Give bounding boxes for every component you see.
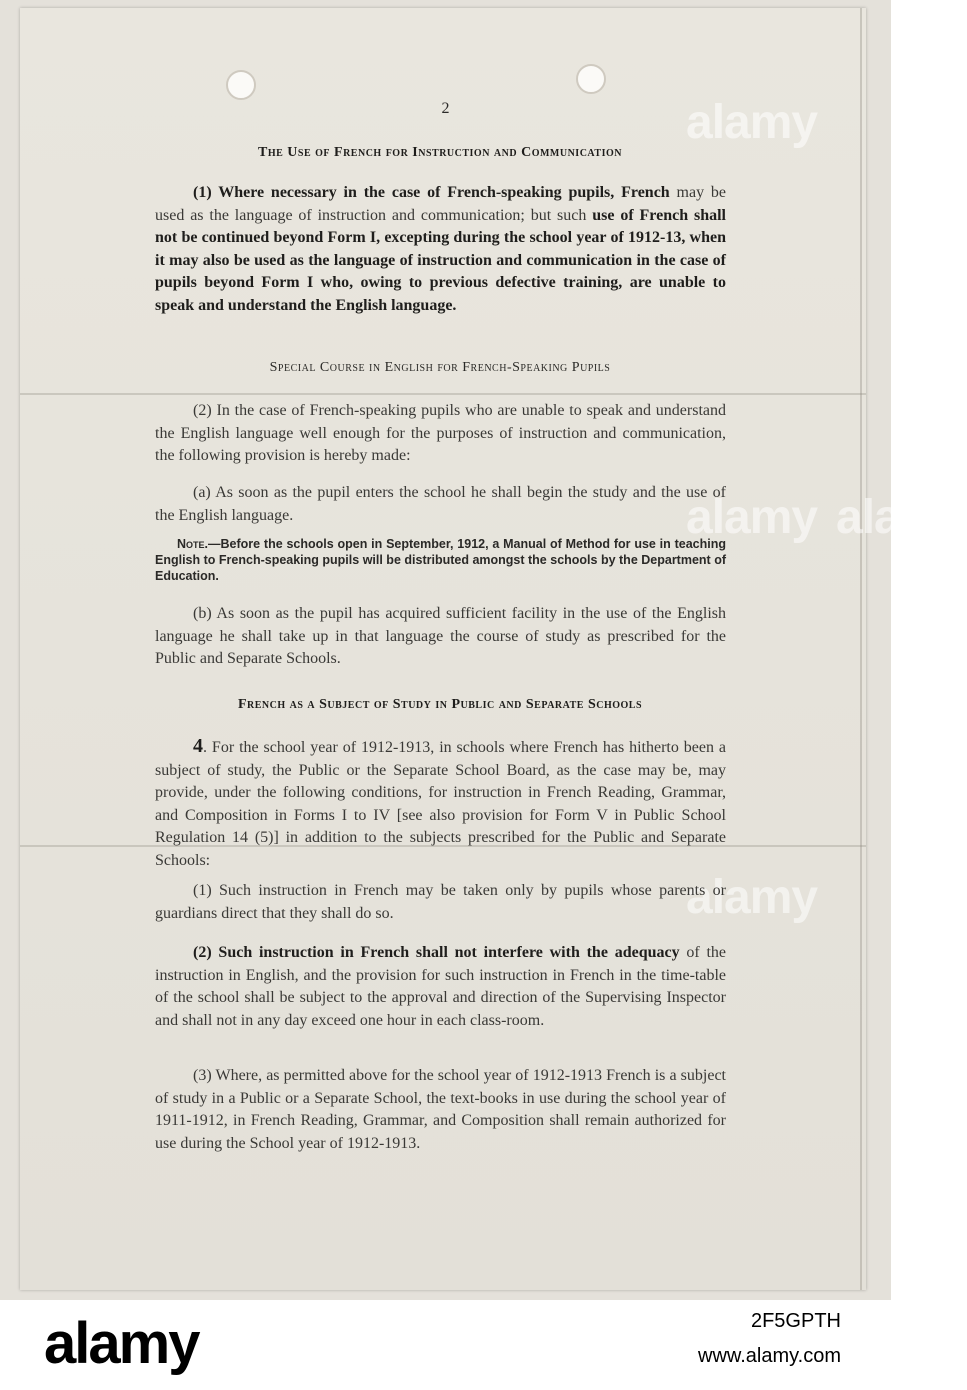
punch-hole (226, 70, 256, 100)
punch-hole (576, 64, 606, 94)
paragraph-b (155, 603, 726, 671)
note-text: —Before the schools open in September, 1912, a Manual of Method for use in teaching English to French-speaking pupils will be distributed amongst the schools by the Department of Education. (155, 537, 726, 583)
image-id: 2F5GPTH (750, 1310, 841, 1332)
alamy-logo: alamy (44, 1311, 199, 1376)
watermark: alamy (686, 491, 818, 544)
watermark: alamy (836, 491, 967, 544)
paragraph-4 (155, 735, 726, 872)
paragraph-1-lead: (1) Where necessary in the case of French-speaking pupils, French (193, 184, 670, 201)
paragraph-1 (155, 182, 726, 317)
paragraph-4-2-bold: (2) Such instruction in French shall not interfere with the adequacy (193, 944, 680, 961)
paragraph-1-bold: use of French shall not be continued beyond Form I, excepting during the (155, 206, 727, 246)
watermark: alamy (686, 871, 818, 924)
paragraph-2-text: (2) In the case of French-speaking pupils who are unable to speak and understand the English language well enough for the purposes of instruction and communication, the following provision is hereby made: (155, 402, 726, 464)
fold-crease (860, 8, 862, 1290)
section-heading: Special Course in English for French-Speaking Pupils (269, 360, 611, 375)
paragraph-a (155, 482, 726, 527)
note-block (155, 536, 726, 584)
paragraph-b-text: (b) As soon as the pupil has acquired sufficient facility in the use of the English language he shall take up in that language the course of study as prescribed for the Public and Separate Schools. (155, 605, 726, 667)
paragraph-4-text: . For the school year of 1912-1913, in schools where French has hitherto been a subject of study, the Public or the Separate School Board, as the case may be, may provide, under the following conditions, for instruction in French Reading, Grammar, and Composition in Forms I to IV [see also provision for Form V in Public School Regulation 14 (5)] in addition to the subjects prescribed for the Public and Separate Schools: (155, 739, 726, 869)
stock-url[interactable]: www.alamy.com (698, 1345, 841, 1367)
note-label: Note. (177, 537, 209, 551)
paragraph-4-1-text: (1) Such instruction in French may be taken only by pupils whose parents or guardians direct that they shall do so. (155, 882, 726, 922)
fold-crease (20, 393, 866, 395)
paragraph-4-3-text: (3) Where, as permitted above for the school year of 1912-1913 French is a subject of study in a Public or a Separate School, the text-books in use during the school year of 1911-1912, in French Reading, Grammar, and Composition shall remain authorized for use during the School year of 1912-1913. (155, 1067, 726, 1152)
paragraph-2 (155, 400, 726, 468)
paragraph-4-number: 4 (193, 735, 203, 757)
paragraph-4-2-text: of the instruction in English, and the provision for such instruction in French in the time-table of the school shall be subject to the approval and direction of the Supervising Inspector and shall not in any day exceed one hour in each class-room. (155, 944, 727, 1029)
paragraph-4-2 (155, 942, 726, 1032)
paragraph-4-1 (155, 880, 726, 925)
paragraph-a-text: (a) As soon as the pupil enters the school he shall begin the study and the use of the English language. (155, 484, 726, 524)
paragraph-1-tail: school year of 1912-13, when it may also be used as the language of instruction and communication in the case of pupils beyond Form I who, owing to previous defective training, are unable to speak and understand the English language. (155, 229, 727, 314)
paragraph-4-3 (155, 1065, 726, 1155)
page-number: 2 (441, 100, 450, 117)
paragraph-1-text: may be used as the language of instruction and communication; but such (155, 184, 727, 224)
watermark: alamy (686, 96, 818, 149)
section-heading: The Use of French for Instruction and Communication (258, 145, 622, 160)
section-heading: French as a Subject of Study in Public and Separate Schools (237, 697, 643, 712)
